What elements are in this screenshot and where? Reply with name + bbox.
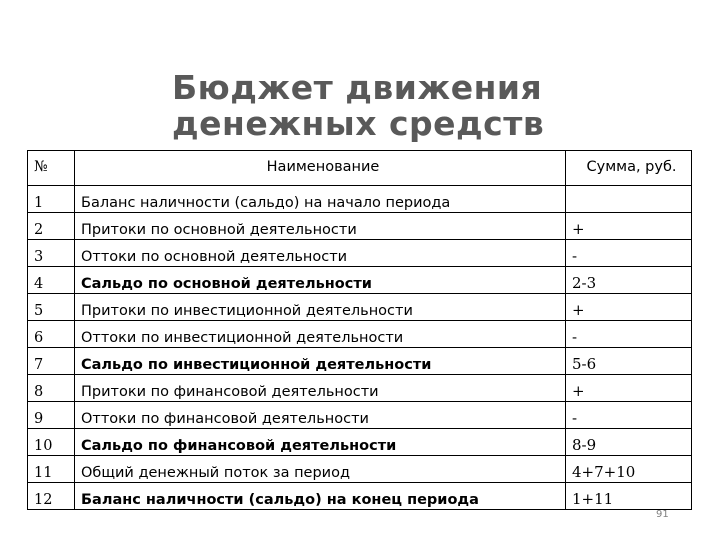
table-row — [28, 186, 692, 213]
row-sum: - — [566, 321, 692, 348]
row-number: 9 — [28, 402, 75, 429]
row-name: Сальдо по финансовой деятельности — [75, 429, 566, 456]
slide-title-line-2: денежных средств — [172, 104, 545, 143]
cash-flow-budget-table — [27, 150, 692, 510]
row-name: Притоки по основной деятельности — [75, 213, 566, 240]
table-row — [28, 429, 692, 456]
table-row — [28, 375, 692, 402]
row-number: 4 — [28, 267, 75, 294]
row-sum: 1+11 — [566, 483, 692, 510]
table-row — [28, 213, 692, 240]
row-number: 7 — [28, 348, 75, 375]
table-row — [28, 483, 692, 510]
row-number: 2 — [28, 213, 75, 240]
row-name: Притоки по финансовой деятельности — [75, 375, 566, 402]
page-number: 91 — [656, 509, 669, 520]
row-sum: + — [566, 213, 692, 240]
row-sum: 4+7+10 — [566, 456, 692, 483]
table-row — [28, 456, 692, 483]
table-header-row — [28, 151, 692, 186]
row-name: Оттоки по инвестиционной деятельности — [75, 321, 566, 348]
row-sum — [566, 186, 692, 213]
table-row — [28, 348, 692, 375]
table-row — [28, 240, 692, 267]
row-name: Оттоки по основной деятельности — [75, 240, 566, 267]
row-number: 3 — [28, 240, 75, 267]
table-row — [28, 402, 692, 429]
row-sum: - — [566, 240, 692, 267]
row-number: 11 — [28, 456, 75, 483]
slide-title-line-1: Бюджет движения — [172, 68, 543, 107]
row-name: Баланс наличности (сальдо) на начало периода — [75, 186, 566, 213]
slide-title — [172, 70, 592, 142]
table-body — [28, 186, 692, 510]
row-number: 8 — [28, 375, 75, 402]
row-sum: + — [566, 294, 692, 321]
row-sum: 2-3 — [566, 267, 692, 294]
row-number: 1 — [28, 186, 75, 213]
row-number: 5 — [28, 294, 75, 321]
header-name: Наименование — [75, 151, 566, 186]
row-name: Общий денежный поток за период — [75, 456, 566, 483]
row-number: 10 — [28, 429, 75, 456]
row-sum: 5-6 — [566, 348, 692, 375]
row-name: Сальдо по основной деятельности — [75, 267, 566, 294]
header-number: № — [28, 151, 75, 186]
row-name: Сальдо по инвестиционной деятельности — [75, 348, 566, 375]
table-row — [28, 267, 692, 294]
header-sum: Сумма, руб. — [566, 151, 692, 186]
row-name: Притоки по инвестиционной деятельности — [75, 294, 566, 321]
row-sum: + — [566, 375, 692, 402]
table-row — [28, 294, 692, 321]
table-row — [28, 321, 692, 348]
row-name: Оттоки по финансовой деятельности — [75, 402, 566, 429]
row-name: Баланс наличности (сальдо) на конец периода — [75, 483, 566, 510]
row-sum: - — [566, 402, 692, 429]
row-number: 12 — [28, 483, 75, 510]
row-number: 6 — [28, 321, 75, 348]
row-sum: 8-9 — [566, 429, 692, 456]
